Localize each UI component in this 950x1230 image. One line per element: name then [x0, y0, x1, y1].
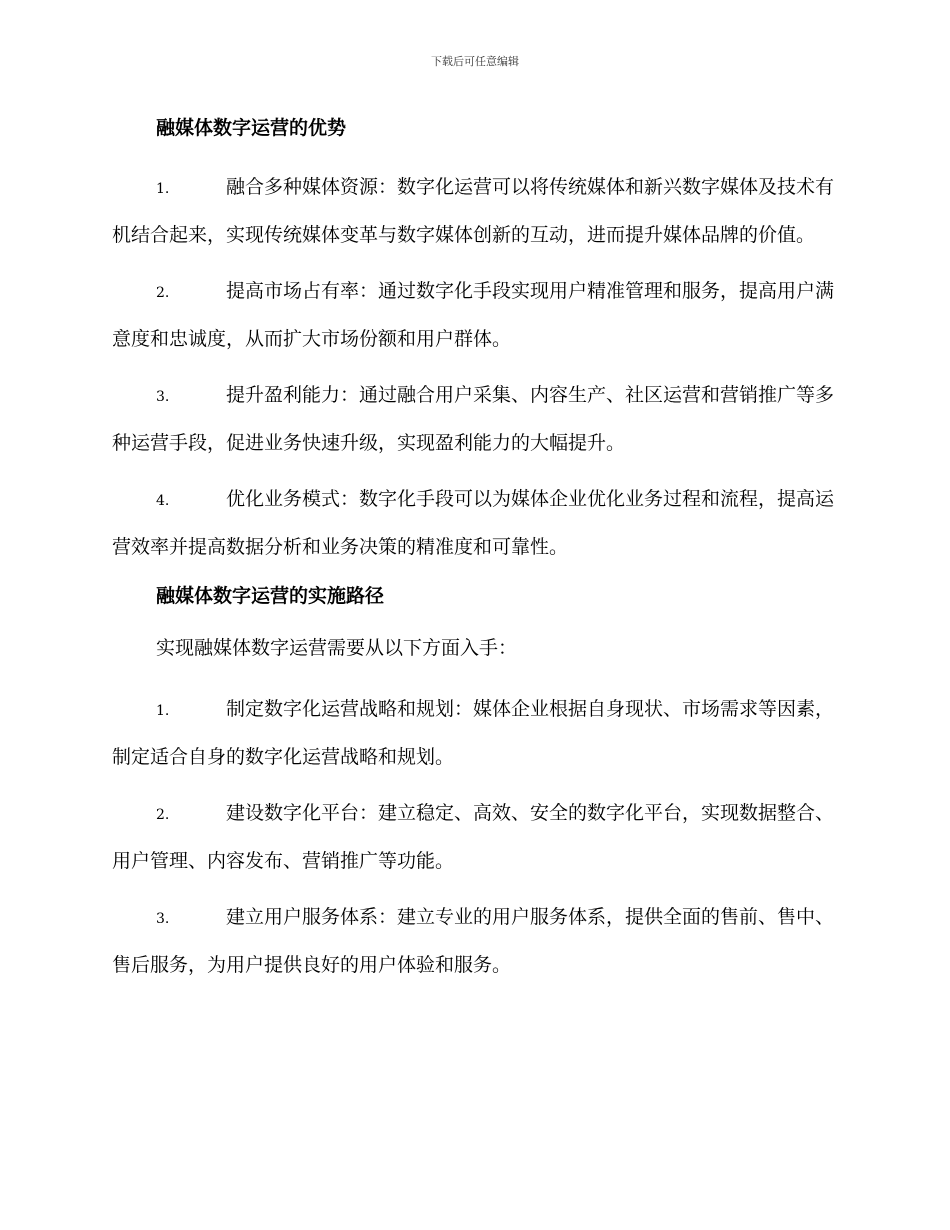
list-number: 3. — [156, 911, 170, 927]
section-intro: 实现融媒体数字运营需要从以下方面入手： — [156, 637, 518, 659]
list-item — [112, 164, 838, 258]
list-item — [112, 372, 838, 466]
list-item-text: 提升盈利能力：通过融合用户采集、内容生产、社区运营和营销推广等多种运营手段，促进业务快速升级，实现盈利能力的大幅提升。 — [112, 384, 835, 454]
section-title-implementation: 融媒体数字运营的实施路径 — [156, 585, 385, 607]
list-number: 2. — [156, 807, 170, 823]
list-number: 1. — [156, 703, 170, 719]
list-item — [112, 476, 838, 570]
list-number: 2. — [156, 285, 170, 301]
list-item — [112, 686, 838, 780]
list-item — [112, 894, 838, 988]
list-item-text: 融合多种媒体资源：数字化运营可以将传统媒体和新兴数字媒体及技术有机结合起来，实现传统媒体变革与数字媒体创新的互动，进而提升媒体品牌的价值。 — [112, 176, 835, 246]
list-item-text: 优化业务模式：数字化手段可以为媒体企业优化业务过程和流程，提高运营效率并提高数据分析和业务决策的精准度和可靠性。 — [112, 488, 835, 558]
list-number: 4. — [156, 493, 170, 509]
list-item-text: 建设数字化平台：建立稳定、高效、安全的数字化平台，实现数据整合、用户管理、内容发布、营销推广等功能。 — [112, 802, 835, 872]
page-header-note: 下载后可任意编辑 — [431, 55, 519, 68]
section-title-advantages: 融媒体数字运营的优势 — [156, 117, 347, 139]
list-number: 3. — [156, 389, 170, 405]
document-body — [112, 112, 838, 998]
list-item-text: 建立用户服务体系：建立专业的用户服务体系，提供全面的售前、售中、售后服务，为用户提供良好的用户体验和服务。 — [112, 906, 835, 976]
list-item — [112, 790, 838, 884]
list-item-text: 提高市场占有率：通过数字化手段实现用户精准管理和服务，提高用户满意度和忠诚度，从而扩大市场份额和用户群体。 — [112, 280, 835, 350]
list-item-text: 制定数字化运营战略和规划：媒体企业根据自身现状、市场需求等因素，制定适合自身的数字化运营战略和规划。 — [112, 698, 835, 768]
list-item — [112, 268, 838, 362]
list-number: 1. — [156, 181, 170, 197]
